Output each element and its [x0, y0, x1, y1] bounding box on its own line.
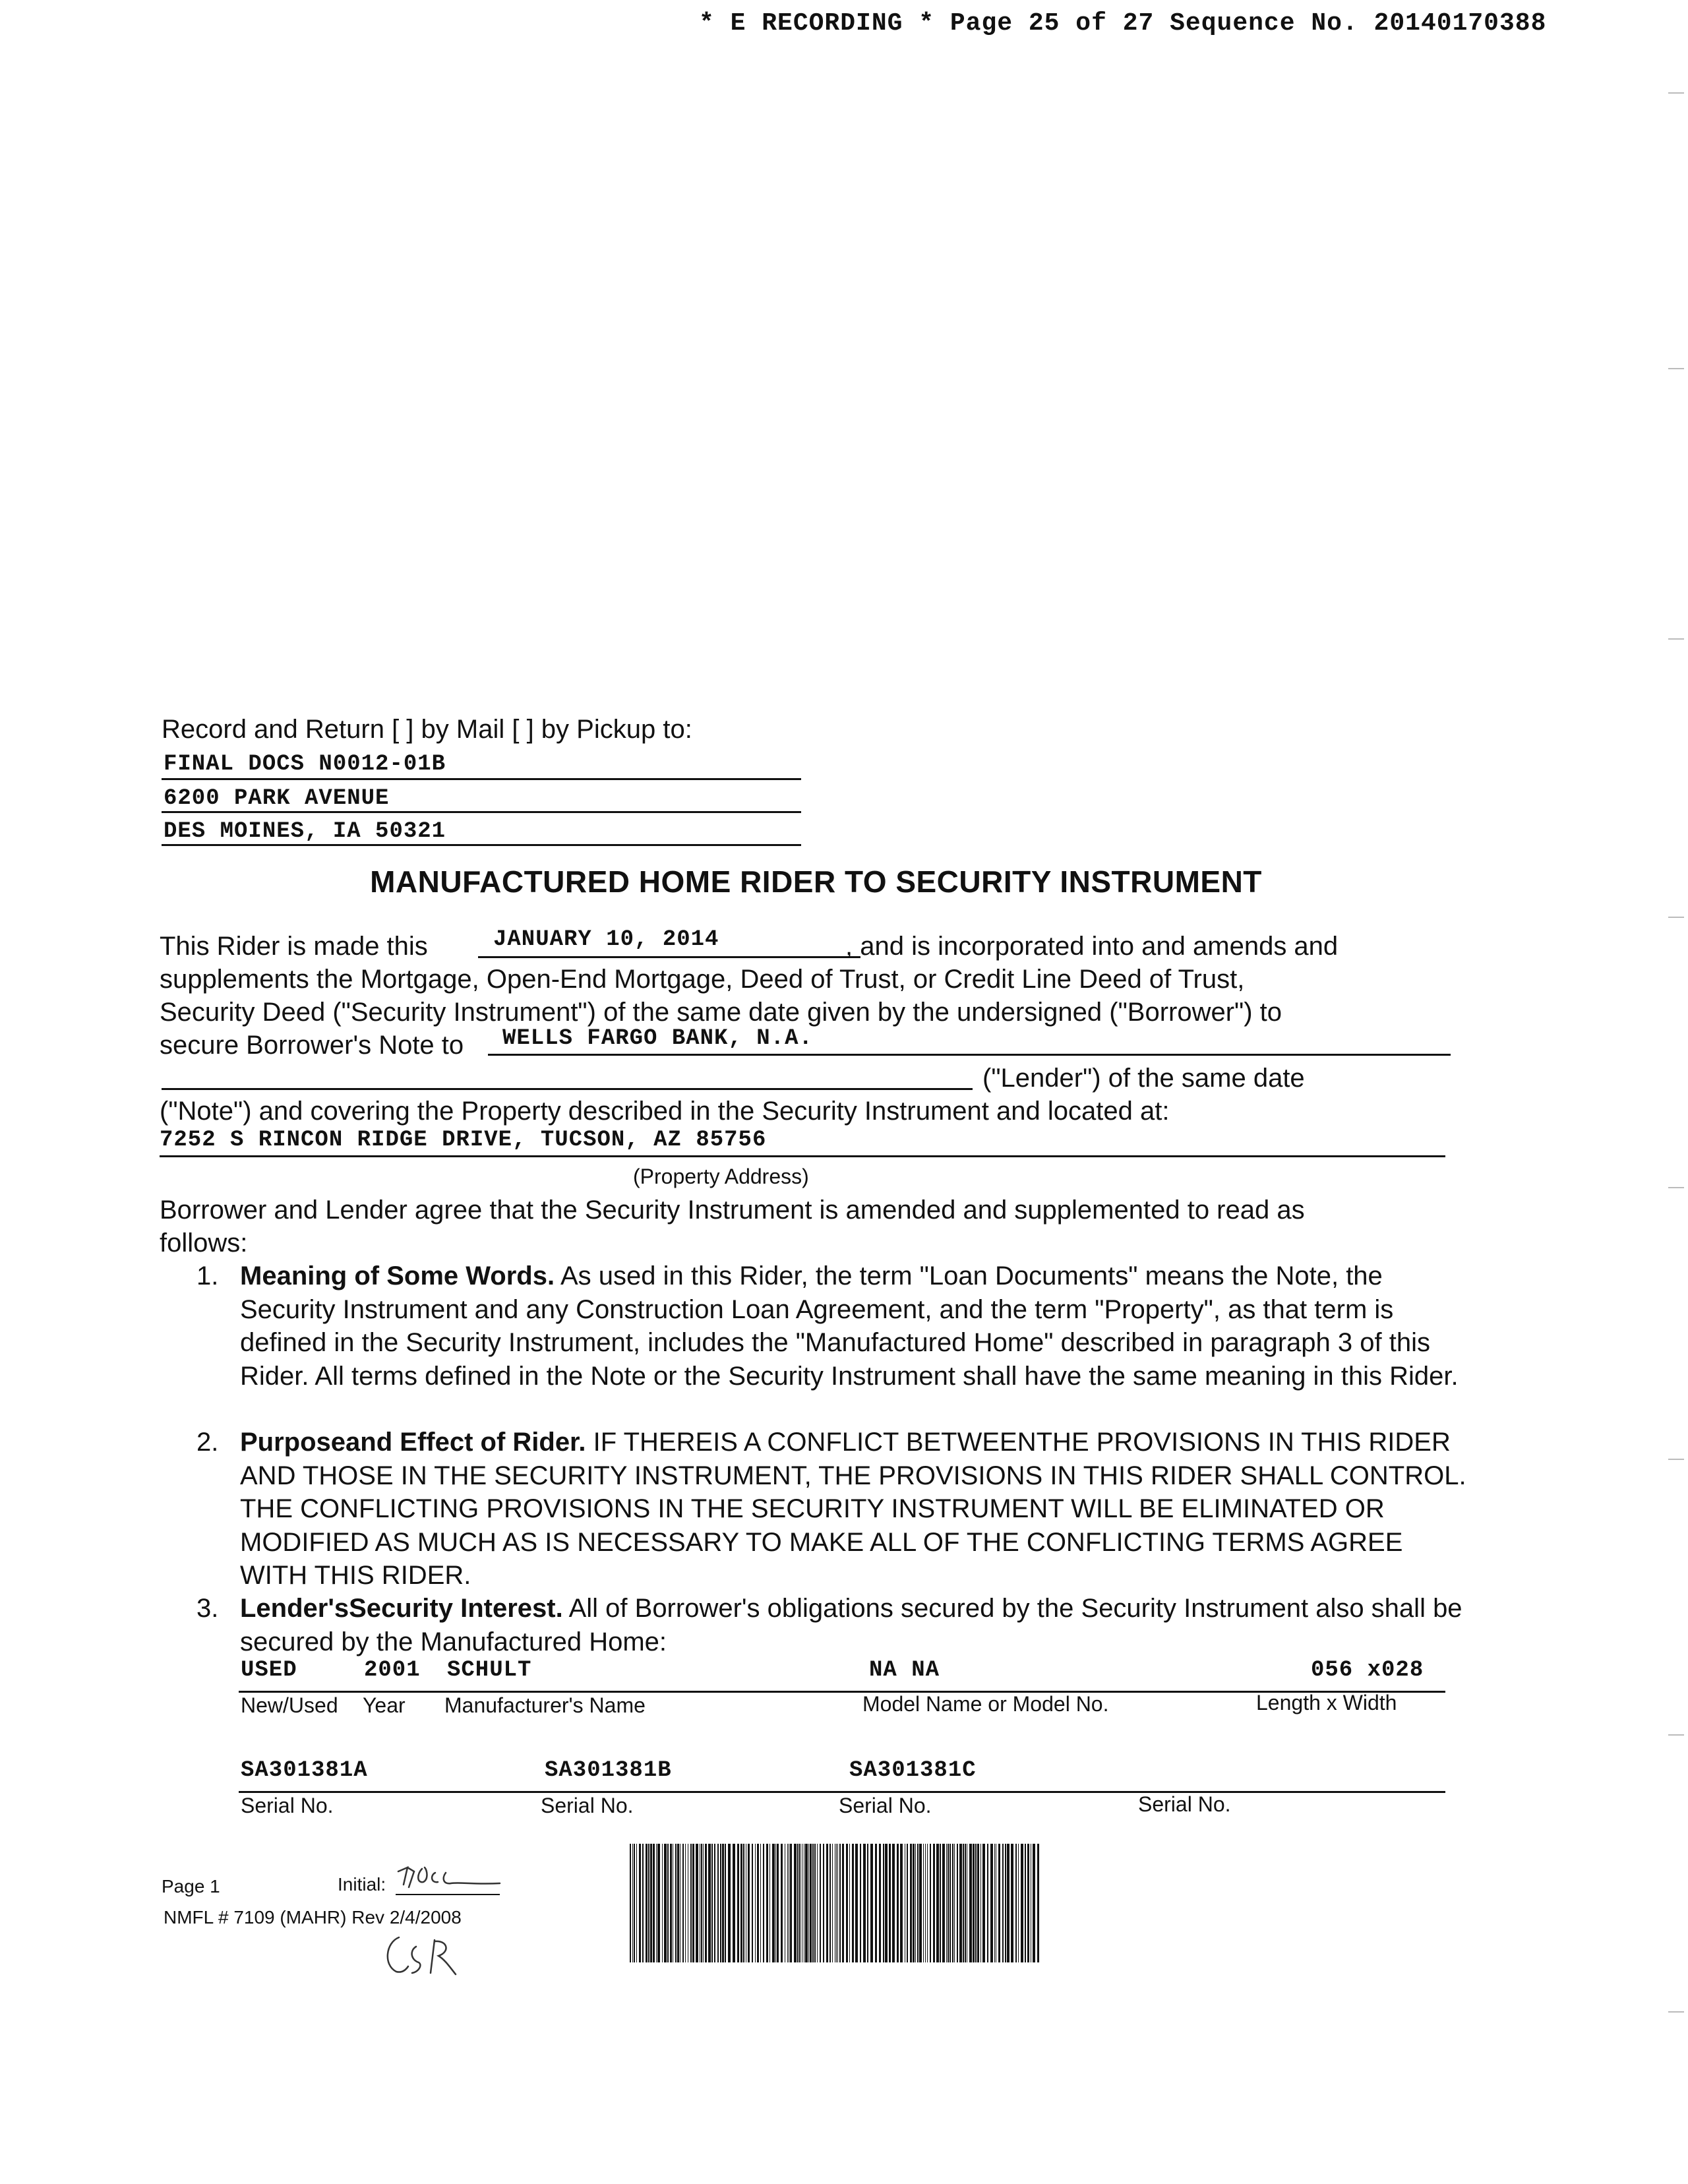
serial-no-2: SA301381B — [545, 1758, 672, 1783]
paragraph-3-text: All of Borrower's obligations secured by the Security Instrument also shall be secured by the Manufactured Home: — [240, 1594, 1462, 1656]
property-address: 7252 S RINCON RIDGE DRIVE, TUCSON, AZ 85756 — [160, 1128, 767, 1153]
paragraph-1 — [196, 1259, 1466, 1393]
serial-no-1: SA301381A — [241, 1758, 368, 1783]
agree-line-2: follows: — [160, 1228, 248, 1258]
label-size: Length x Width — [1256, 1691, 1397, 1714]
label-serial-1: Serial No. — [241, 1794, 334, 1817]
paragraph-2 — [196, 1426, 1466, 1592]
label-serial-3: Serial No. — [839, 1794, 932, 1817]
home-year: 2001 — [364, 1658, 421, 1683]
intro-line-6: ("Note") and covering the Property described in the Security Instrument and located at: — [160, 1097, 1170, 1126]
label-year: Year — [363, 1693, 406, 1717]
paragraph-3-heading: Lender'sSecurity Interest. — [240, 1594, 563, 1623]
lender-continuation-underline — [162, 1088, 973, 1090]
intro-line-5-suffix: ("Lender") of the same date — [982, 1064, 1305, 1093]
label-model: Model Name or Model No. — [862, 1692, 1109, 1716]
home-manufacturer: SCHULT — [447, 1658, 532, 1683]
lender-underline — [488, 1054, 1451, 1056]
property-address-label: (Property Address) — [633, 1165, 809, 1188]
lender-name: WELLS FARGO BANK, N.A. — [502, 1026, 813, 1051]
recording-stamp: * E RECORDING * Page 25 of 27 Sequence No. 20140170388 — [699, 9, 1547, 38]
home-size: 056 x028 — [1311, 1658, 1424, 1683]
agree-line-1: Borrower and Lender agree that the Security Instrument is amended and supplemented to read as — [160, 1196, 1305, 1225]
scan-edge-mark — [1668, 368, 1684, 369]
property-address-underline — [160, 1155, 1445, 1157]
handwritten-initials — [394, 1858, 506, 1895]
initial-label: Initial: — [338, 1874, 386, 1895]
label-serial-2: Serial No. — [541, 1794, 634, 1817]
scan-edge-mark — [1668, 1187, 1684, 1188]
scan-edge-mark — [1668, 2011, 1684, 2013]
handwritten-mark — [379, 1931, 465, 1980]
rider-date: JANUARY 10, 2014 — [493, 927, 719, 952]
intro-line-2: supplements the Mortgage, Open-End Mortgage, Deed of Trust, or Credit Line Deed of Trust, — [160, 965, 1245, 994]
return-address-line-2: 6200 PARK AVENUE — [164, 786, 390, 811]
return-address-line-3: DES MOINES, IA 50321 — [164, 819, 446, 844]
scan-edge-mark — [1668, 1734, 1684, 1736]
paragraph-2-heading: Purposeand Effect of Rider. — [240, 1428, 586, 1457]
label-new-used: New/Used — [241, 1693, 338, 1717]
paragraph-3 — [196, 1592, 1466, 1658]
home-model: NA NA — [869, 1658, 940, 1683]
home-new-used: USED — [241, 1658, 297, 1683]
intro-line-1-prefix: This Rider is made this — [160, 932, 428, 961]
paragraph-1-text: As used in this Rider, the term "Loan Documents" means the Note, the Security Instrument and any Construction Loan Agreement, and the term "Property", as that term is defined in the Security Instrument, includes the "Manufactured Home" described in paragraph 3 of this Rider. All terms defined in the Note or the Security Instrument shall have the same meaning in this Rider. — [240, 1261, 1459, 1391]
label-serial-4: Serial No. — [1138, 1792, 1231, 1816]
form-identifier: NMFL # 7109 (MAHR) Rev 2/4/2008 — [164, 1907, 462, 1927]
rider-date-underline — [478, 956, 860, 958]
return-address-underline-1 — [162, 778, 801, 780]
scan-edge-mark — [1668, 638, 1684, 640]
serial-row-underline — [239, 1791, 1445, 1793]
document-title: MANUFACTURED HOME RIDER TO SECURITY INSTRUMENT — [370, 864, 1262, 899]
paragraph-2-number: 2. — [196, 1428, 219, 1457]
intro-line-4-prefix: secure Borrower's Note to — [160, 1031, 464, 1060]
paragraph-3-number: 3. — [196, 1594, 219, 1623]
paragraph-2-text: IF THEREIS A CONFLICT BETWEENTHE PROVISIONS IN THIS RIDER AND THOSE IN THE SECURITY INSTRUMENT, THE PROVISIONS IN THIS RIDER SHALL CONTROL. THE CONFLICTING PROVISIONS IN THE SECURITY INSTRUMENT WILL BE ELIMINATED OR MODIFIED AS MUCH AS IS NECESSARY TO MAKE ALL OF THE CONFLICTING TERMS AGREE WITH THIS RIDER. — [240, 1428, 1466, 1590]
return-address-line-1: FINAL DOCS N0012-01B — [164, 752, 446, 777]
scan-edge-mark — [1668, 1459, 1684, 1460]
barcode-icon — [630, 1844, 1042, 1962]
serial-no-3: SA301381C — [849, 1758, 977, 1783]
record-return-label: Record and Return [ ] by Mail [ ] by Pickup to: — [162, 715, 692, 744]
return-address-underline-3 — [162, 844, 801, 846]
paragraph-1-heading: Meaning of Some Words. — [240, 1261, 555, 1290]
label-manufacturer: Manufacturer's Name — [444, 1693, 646, 1717]
page-number: Page 1 — [162, 1876, 220, 1896]
scan-edge-mark — [1668, 917, 1684, 918]
paragraph-1-number: 1. — [196, 1261, 219, 1290]
intro-line-1-suffix: , and is incorporated into and amends and — [845, 932, 1339, 961]
return-address-underline-2 — [162, 811, 801, 813]
intro-line-3: Security Deed ("Security Instrument") of the same date given by the undersigned ("Borrower") to — [160, 998, 1282, 1027]
scan-edge-mark — [1668, 92, 1684, 94]
